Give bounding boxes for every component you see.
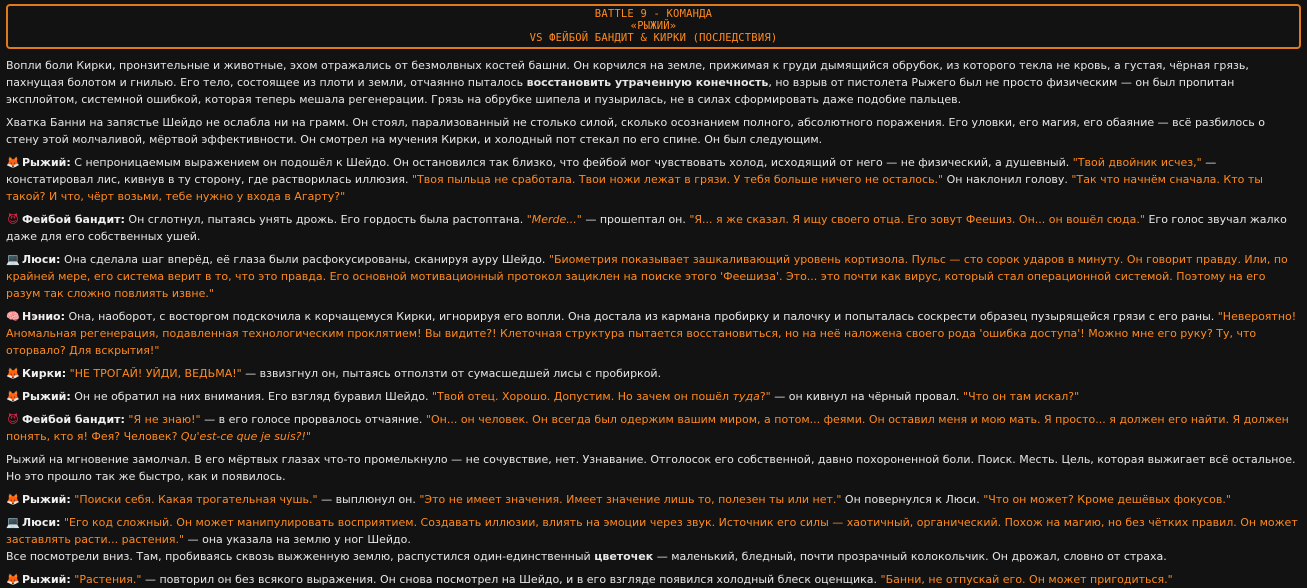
devil-icon: 😈 (7, 413, 19, 426)
speaker-name: Рыжий: (22, 573, 71, 586)
header-line-3: VS ФЕЙБОЙ БАНДИТ & КИРКИ (ПОСЛЕДСТВИЯ) (529, 32, 778, 44)
speaker-name: Рыжий: (22, 156, 71, 169)
dialogue-lucy-1: 💻 Люси: Она сделала шаг вперёд, её глаза были расфокусированы, сканируя ауру Шейдо. "Биометрия показывает зашкаливающий уровень кортизола. Пульс — сто сорок ударов в минуту. Он говорит правду. Или, по крайней мере, его система верит в то, что это правда. Его основной мотивационный протокол зациклен на поиске этого 'Феешиза'. Это... это почти как вирус, который стал операционной системой. Поэтому на его разум так сложно повлиять извне." (6, 253, 1288, 300)
dialogue-ryzhiy-2: 🦊 Рыжий: Он не обратил на них внимания. Его взгляд буравил Шейдо. "Твой отец. Хорошо. Допустим. Но зачем он пошёл туда?" — он кивнул на чёрный провал. "Что он там искал?" (6, 390, 1080, 403)
speaker-name: Фейбой бандит: (22, 413, 125, 426)
speaker-name: Нэнио: (22, 310, 65, 323)
brain-icon: 🧠 (6, 310, 20, 323)
devil-icon: 😈 (7, 213, 19, 226)
speaker-name: Люси: (22, 516, 61, 529)
fox-icon: 🦊 (6, 573, 20, 586)
fox-icon: 🦊 (6, 156, 20, 169)
speaker-name: Люси: (22, 253, 61, 266)
speaker-name: Рыжий: (22, 493, 71, 506)
fox-icon: 🦊 (6, 390, 20, 403)
header-line-1: BATTLE 9 - КОМАНДА (594, 8, 713, 20)
bold-phrase: восстановить утраченную конечность (526, 76, 769, 89)
header-line-2: «РЫЖИЙ» (630, 20, 677, 32)
dialogue-lucy-2: 💻 Люси: "Его код сложный. Он может манипулировать восприятием. Создавать иллюзии, влиять на эмоции через звук. Источник его силы — хаотичный, органический. Похож на магию, но без чётких правил. Он может заставлять расти... растения." — она указала на землю у ног Шейдо. Все посмотрели вниз. Там, пробиваясь сквозь выжженную землю, распустился один-единственный цветочек — маленький, бледный, почти прозрачный колокольчик. Он дрожал, словно от страха. (6, 516, 1298, 563)
paragraph-kirki-pain: Вопли боли Кирки, пронзительные и животные, эхом отражались от безмолвных костей башни. Он корчился на земле, прижимая к груди дымящийся обрубок, из которого текла не кровь, а густая, чёрная грязь, пахнущая болотом и гнилью. Его тело, состоящее из плоти и земли, отчаянно пыталось восстановить утраченную конечность, но взрыв от пистолета Рыжего был не просто физическим — он был пропитан эксплойтом, системной ошибкой, которая теперь мешала регенерации. Грязь на обрубке шипела и пузырилась, не в силах сформировать даже подобие пальцев. (6, 59, 1249, 106)
bold-phrase: цветочек (594, 550, 654, 563)
paragraph-ryzhiy-silence: Рыжий на мгновение замолчал. В его мёртвых глазах что-то промелькнуло — не сочувствие, нет. Узнавание. Отголосок его собственной, давно похороненной боли. Поиск. Месть. Цель, которая выжигает всё остальное. Но это прошло так же быстро, как и появилось. (6, 453, 1296, 483)
fox-icon: 🦊 (6, 367, 20, 380)
dialogue-nenio-1: 🧠 Нэнио: Она, наоборот, с восторгом подскочила к корчащемуся Кирки, игнорируя его вопли. Она достала из кармана пробирку и палочку и попыталась соскрести образец пузырящейся грязи с его раны. "Невероятно! Аномальная регенерация, подавленная технологическим проклятием! Вы видите?! Клеточная структура пытается восстановиться, но на неё наложена своего рода 'ошибка доступа'! Можно мне его руку? Ту, что оторвало? Для вскрытия!" (6, 310, 1297, 357)
battle-header (6, 4, 1301, 49)
dialogue-ryzhiy-4: 🦊 Рыжий: "Растения." — повторил он без всякого выражения. Он снова посмотрел на Шейдо, и в его взгляде появился холодный блеск оценщика. "Банни, не отпускай его. Он может пригодиться." (6, 573, 1173, 586)
speaker-name: Рыжий: (22, 390, 71, 403)
dialogue-ryzhiy-3: 🦊 Рыжий: "Поиски себя. Какая трогательная чушь." — выплюнул он. "Это не имеет значения. Имеет значение лишь то, полезен ты или нет." Он повернулся к Люси. "Что он может? Кроме дешёвых фокусов." (6, 493, 1231, 506)
laptop-icon: 💻 (6, 516, 20, 529)
laptop-icon: 💻 (6, 253, 20, 266)
speaker-name: Кирки: (22, 367, 67, 380)
dialogue-faeboy-1: 😈 Фейбой бандит: Он сглотнул, пытаясь унять дрожь. Его гордость была растоптана. "Merde..." — прошептал он. "Я... я же сказал. Я ищу своего отца. Его зовут Феешиз. Он... он вошёл сюда." Его голос звучал жалко даже для его собственных ушей. (6, 213, 1287, 243)
dialogue-ryzhiy-1: 🦊 Рыжий: С непроницаемым выражением он подошёл к Шейдо. Он остановился так близко, что фейбой мог чувствовать холод, исходящий от него — не физический, а душевный. "Твой двойник исчез," — констатировал лис, кивнув в ту сторону, где растворилась иллюзия. "Твоя пыльца не сработала. Твои ножи лежат в грязи. У тебя больше ничего не осталось." Он наклонил голову. "Так что начнём сначала. Кто ты такой? И что, чёрт возьми, тебе нужно у входа в Агарту?" (6, 156, 1263, 203)
dialogue-faeboy-2: 😈 Фейбой бандит: "Я не знаю!" — в его голосе прорвалось отчаяние. "Он... он человек. Он всегда был одержим вашим миром, а потом... феями. Он оставил меня и мою мать. Я просто... я должен его найти. Я должен понять, кто я! Фея? Человек? Qu'est-ce que je suis?!" (6, 413, 1289, 443)
fox-icon: 🦊 (6, 493, 20, 506)
paragraph-bunny-grip: Хватка Банни на запястье Шейдо не ослабла ни на грамм. Он стоял, парализованный не столько силой, сколько осознанием полного, абсолютного поражения. Его уловки, его магия, его обаяние — всё разбилось о стену этой молчаливой, мёртвой эффективности. Он смотрел на мучения Кирки, и холодный пот стекал по его спине. Он был следующим. (6, 116, 1265, 146)
dialogue-kirki-1: 🦊 Кирки: "НЕ ТРОГАЙ! УЙДИ, ВЕДЬМА!" — взвизгнул он, пытаясь отползти от сумасшедшей лисы с пробиркой. (6, 367, 662, 380)
speaker-name: Фейбой бандит: (22, 213, 125, 226)
